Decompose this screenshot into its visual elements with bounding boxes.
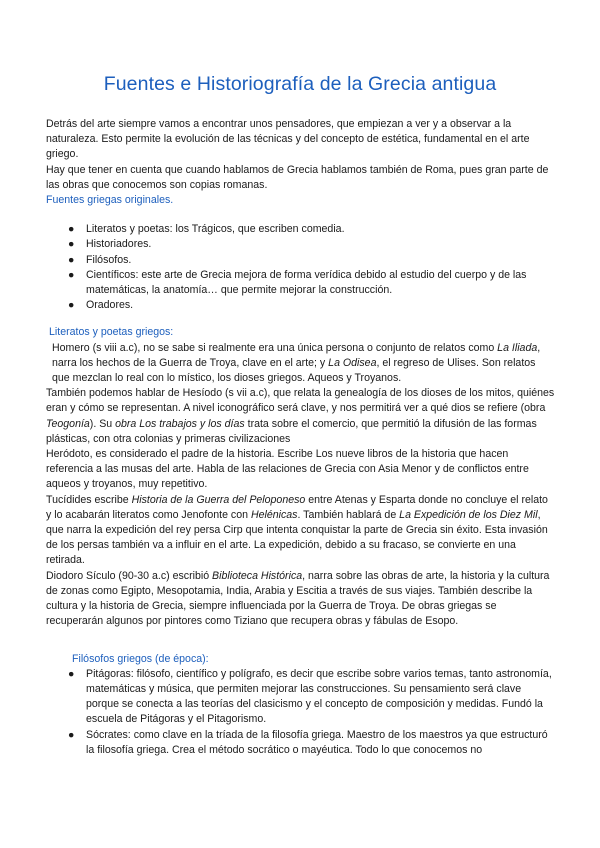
- hesiodo-paragraph: También podemos hablar de Hesíodo (s vii a.c), que relata la genealogía de los dioses de los mitos, quiénes eran y cómo se representan. A nivel iconográfico será clave, y nos permitirá ver a qué dios se refiere (obra Teogonía). Su obra Los trabajos y los días trata sobre el comercio, que permitió la difusión de las formas plásticas, con otra colonias y primeras civilizaciones: [46, 387, 555, 445]
- literatos-heading: Literatos y poetas griegos:: [49, 326, 174, 339]
- bullet-icon: ●: [68, 299, 75, 312]
- list-item: ● Científicos: este arte de Grecia mejora de forma verídica debido al estudio del cuerpo y de las matemáticas, la anatomía… que permite mejorar la construcción.: [68, 268, 527, 297]
- sources-list: [46, 222, 556, 313]
- bullet-icon: ●: [68, 667, 75, 680]
- bullet-icon: ●: [68, 268, 75, 281]
- page-title: Fuentes e Historiografía de la Grecia antigua: [103, 73, 497, 95]
- filosofos-heading: Filósofos griegos (de época):: [72, 652, 209, 665]
- list-item: ● Literatos y poetas: los Trágicos, que escriben comedia.: [46, 222, 556, 237]
- list-item: ● Historiadores.: [46, 237, 556, 252]
- tucidides-paragraph: Tucídides escribe Historia de la Guerra del Peloponeso entre Atenas y Esparta donde no concluye el relato y lo acabarán literatos como Jenofonte con Helénicas. También hablará de La Expedición de los Diez Mil, que narra la expedición del rey persa Cirp que intenta conquistar la parte de Grecia sin éxito. Esta invasión de los persas también va a influir en el arte. La expedición, debido a su fracaso, se convierte en una retirada.: [46, 493, 548, 567]
- bullet-icon: ●: [68, 223, 75, 236]
- sources-heading: Fuentes griegas originales.: [46, 194, 174, 207]
- intro-paragraph-1: Detrás del arte siempre vamos a encontrar unos pensadores, que empiezan a ver y a observar a la naturaleza. Esto permite la evolución de las técnicas y del concepto de estética, fundamental en el arte griego.: [46, 118, 530, 161]
- list-item: ● Pitágoras: filósofo, científico y polígrafo, es decir que escribe sobre varios temas, tanto astronomía, matemáticas y música, que permiten mejorar las construcciones. Su pensamiento será clave porque se conecta a las teorías del clasicismo y el concepto de composición y medidas. Fundó la escuela de Pitágoras y el Pitagorismo.: [68, 667, 552, 726]
- bullet-icon: ●: [68, 728, 75, 741]
- list-item: ● Filósofos.: [46, 253, 556, 268]
- bullet-icon: ●: [68, 238, 75, 251]
- document-body: [46, 117, 556, 758]
- bullet-icon: ●: [68, 253, 75, 266]
- homero-paragraph: Homero (s viii a.c), no se sabe si realmente era una única persona o conjunto de relatos como La Iliada, narra los hechos de la Guerra de Troya, clave en el arte; y La Odisea, el regreso de Ulises. Son relatos que mezclan lo real con lo místico, los dioses griegos. Aqueos y Troyanos.: [52, 341, 541, 385]
- list-item: ● Oradores.: [46, 298, 556, 313]
- intro-paragraph-2: Hay que tener en cuenta que cuando hablamos de Grecia hablamos también de Roma, pues gran parte de las obras que conocemos son copias romanas.: [46, 163, 549, 191]
- diodoro-paragraph: Diodoro Sículo (90-30 a.c) escribió Biblioteca Histórica, narra sobre las obras de arte, la historia y la cultura de zonas como Egipto, Mesopotamia, India, Arabia y Escitia a través de sus viajes. También describe la cultura y la historia de Grecia, siempre influenciada por la Guerra de Troya. De obras griegas se recuperarán algunos por pintores como Tiziano que recupera obras y fábulas de Esopo.: [46, 569, 550, 628]
- herodoto-paragraph: Heródoto, es considerado el padre de la historia. Escribe Los nueve libros de la historia que hacen referencia a las musas del arte. Habla de las relaciones de Grecia con Asia Menor y de conflictos entre aqueos y troyanos, muy repetitivo.: [46, 448, 529, 491]
- list-item: ● Sócrates: como clave en la tríada de la filosofía griega. Maestro de los maestros ya que estructuró la filosofía griega. Crea el método socrático o mayéutica. Todo lo que conocemos no: [68, 728, 548, 756]
- filosofos-list: [46, 667, 556, 758]
